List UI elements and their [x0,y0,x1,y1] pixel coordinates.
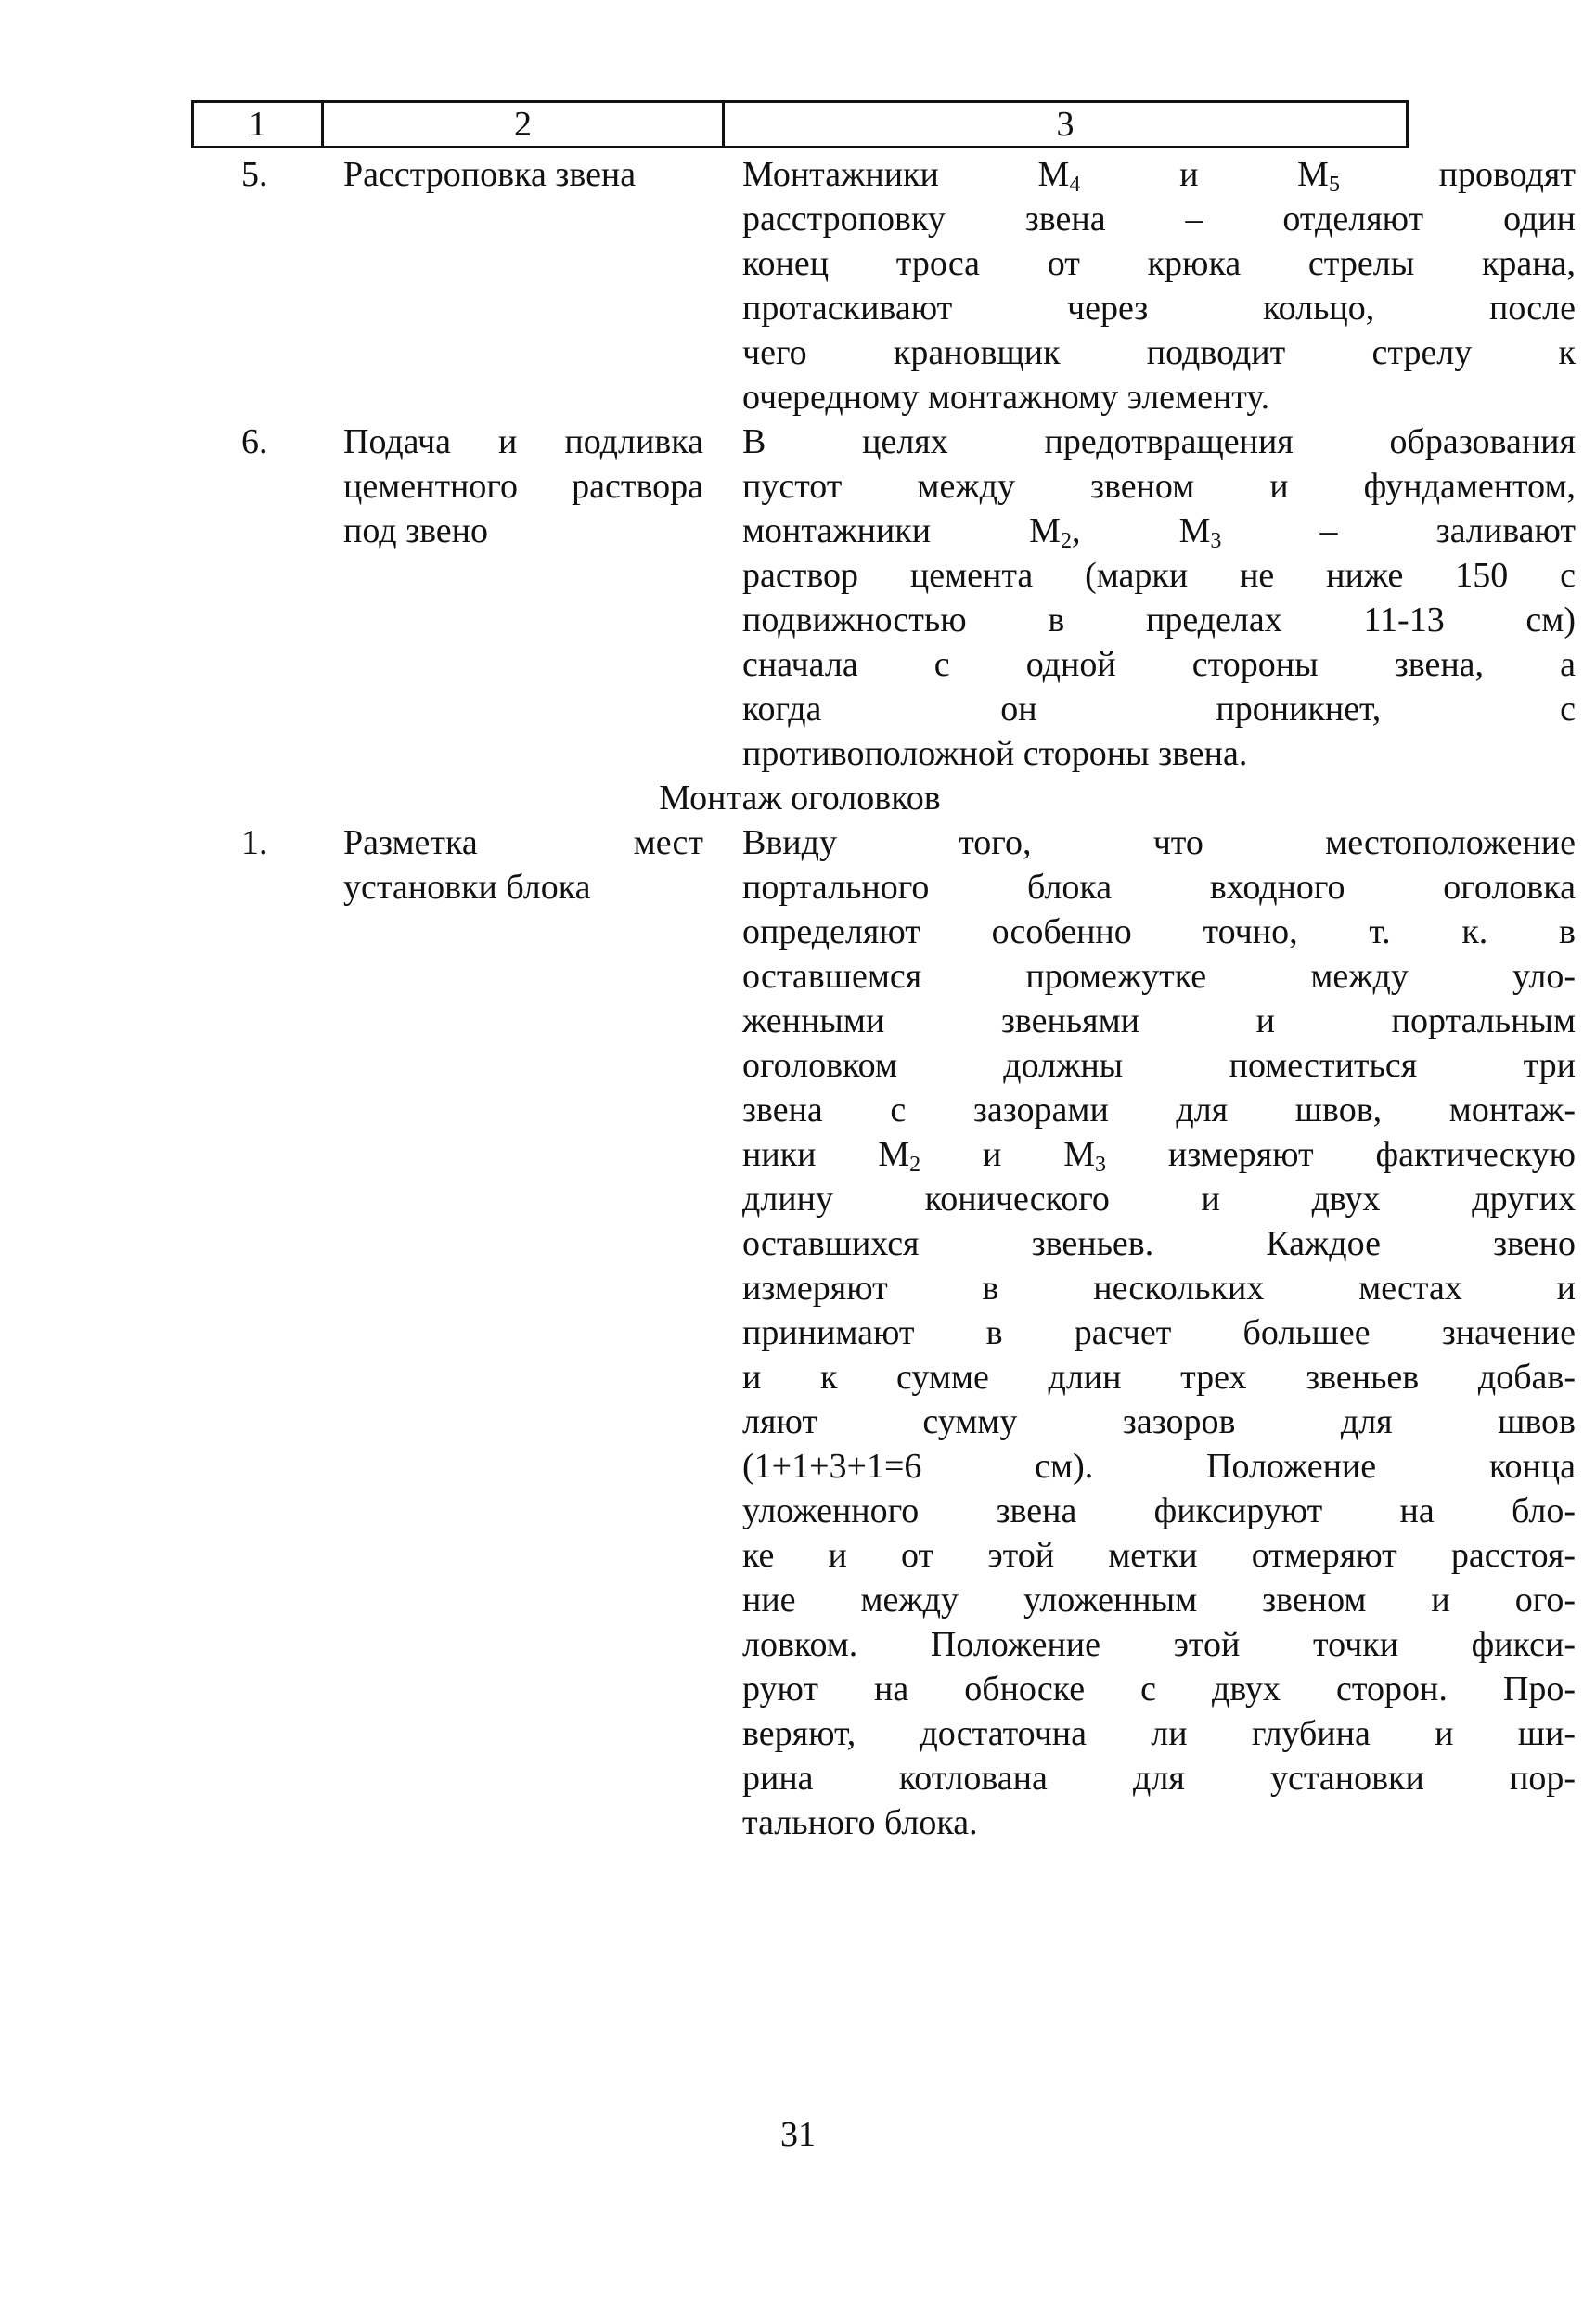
desc-line: женными звеньями и портальным [742,1001,1576,1040]
operation-description [742,152,1576,419]
desc-line: конец троса от крюка стрелы крана, [742,244,1576,283]
desc-line: портального блока входного оголовка [742,868,1576,907]
operation-description [742,419,1576,776]
desc-line: Ввиду того, что местоположение [742,823,1576,862]
desc-line: принимают в расчет большее значение [742,1313,1576,1352]
desc-line: ние между уложенным звеном и ого- [742,1580,1576,1619]
operation-description [742,820,1576,1845]
desc-line: чего крановщик подводит стрелу к [742,333,1576,372]
desc-line: раствор цемента (марки не ниже 150 с [742,556,1576,595]
desc-line: руют на обноске с двух сторон. Про- [742,1670,1576,1709]
table-header-row [191,100,1409,148]
name-line: цементного раствора [343,467,703,506]
section-title: Монтаж оголовков [659,779,941,818]
desc-line: оголовком должны поместиться три [742,1046,1576,1085]
desc-line: очередному монтажному элементу. [742,378,1270,417]
desc-line: расстроповку звена – отделяют один [742,200,1576,239]
desc-line: тального блока. [742,1803,978,1842]
desc-line: ляют сумму зазоров для швов [742,1402,1576,1441]
desc-line: ловком. Положение этой точки фикси- [742,1625,1576,1664]
header-col-3: 3 [1056,105,1075,144]
row-number: 1. [241,823,268,862]
desc-line: В целях предотвращения образования [742,422,1576,461]
desc-line: когда он проникнет, с [742,690,1576,729]
operation-name [343,820,703,909]
header-col-1: 1 [194,103,324,146]
name-line: под звено [343,511,489,550]
desc-line: длину конического и двух других [742,1180,1576,1219]
name-line: Подача и подливка [343,422,703,461]
desc-line: противоположной стороны звена. [742,734,1248,773]
desc-line: оставшихся звеньев. Каждое звено [742,1224,1576,1263]
desc-line: сначала с одной стороны звена, а [742,645,1576,684]
operation-name [343,152,703,197]
desc-line: измеряют в нескольких местах и [742,1269,1576,1308]
desc-line: ке и от этой метки отмеряют расстоя- [742,1536,1576,1575]
name-line: Разметка мест [343,823,703,862]
desc-line: веряют, достаточна ли глубина и ши- [742,1714,1576,1753]
name-line: Расстроповка звена [343,155,637,194]
desc-line: и к сумме длин трех звеньев добав- [742,1358,1576,1397]
desc-line: определяют особенно точно, т. к. в [742,912,1576,951]
desc-line-m2m3: ники $М_2$ и $М_3$ измеряют фактическую [742,1135,1576,1177]
desc-line: оставшемся промежутке между уло- [742,957,1576,996]
desc-line: пустот между звеном и фундаментом, [742,467,1576,506]
operation-name [343,419,703,553]
desc-line: рина котлована для установки пор- [742,1759,1576,1798]
desc-line-m4m5: Монтажники $М_4$ и $М_5$ проводят [742,155,1577,197]
desc-line: протаскивают через кольцо, после [742,289,1576,328]
desc-line: звена с зазорами для швов, монтаж- [742,1090,1576,1129]
desc-line-m2m3: монтажники $М_2$, $М_3$ – заливают [742,511,1576,553]
header-col-2: 2 [324,103,725,146]
row-number: 5. [241,155,268,194]
desc-line: уложенного звена фиксируют на бло- [742,1491,1576,1530]
row-number: 6. [241,422,268,461]
page-number: 31 [780,2115,816,2154]
desc-line: (1+1+3+1=6 см). Положение конца [742,1447,1576,1486]
desc-line: подвижностью в пределах 11-13 см) [742,600,1576,639]
name-line: установки блока [343,868,591,907]
